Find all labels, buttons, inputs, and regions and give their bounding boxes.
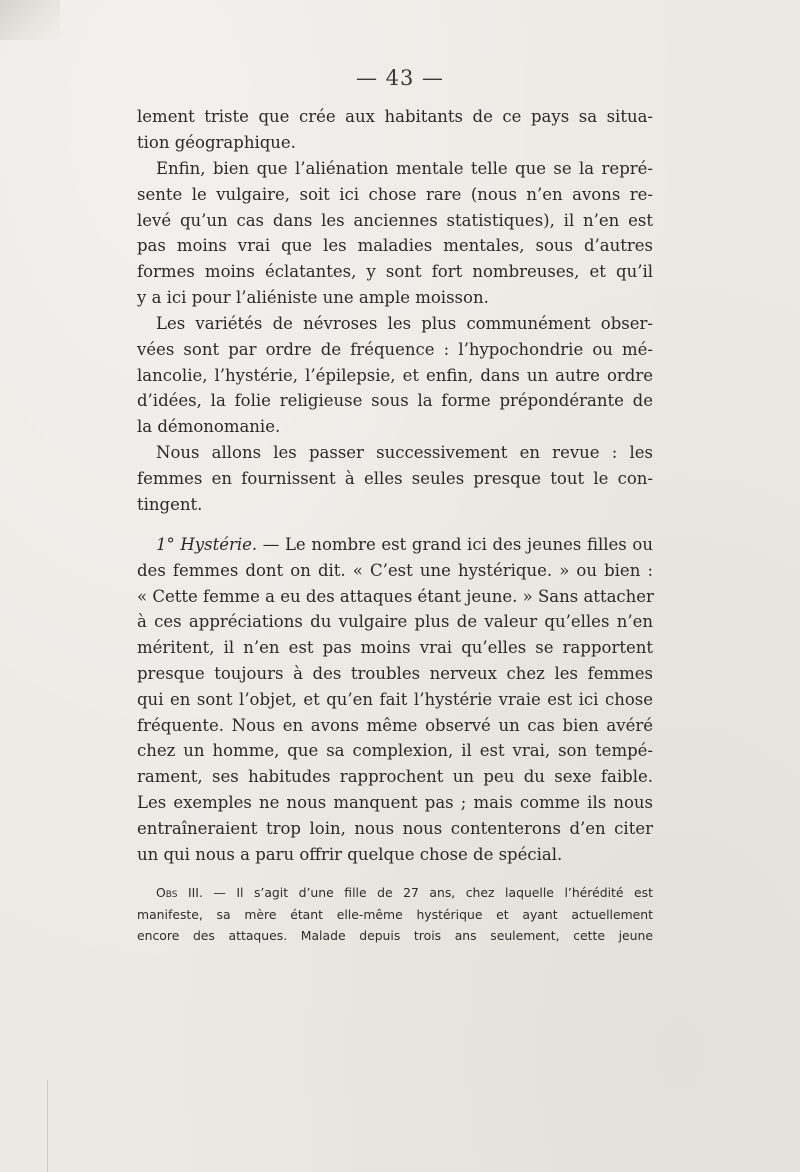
paragraph-hysteria [137,532,653,867]
text-line: manifeste, sa mère étant elle-même hystérique et ayant actuellement [137,906,653,922]
text-line: à ces appréciations du vulgaire plus de valeur qu’elles n’en [137,612,653,632]
text-line: presque toujours à des troubles nerveux chez les femmes [137,663,653,683]
text-line: lement triste que crée aux habitants de ce pays sa situa- [137,107,653,126]
text-line: fréquente. Nous en avons même observé un cas bien avéré [137,715,653,735]
paragraph-4 [137,440,653,517]
text-line: rament, ses habitudes rapprochent un peu du sexe faible. [137,767,653,787]
text-line: des femmes dont on dit. « C’est une hystérique. » ou bien : [137,560,653,580]
text-line: d’idées, la folie religieuse sous la forme prépondérante de [137,391,653,411]
text-line: un qui nous a paru offrir quelque chose de spécial. [137,844,563,864]
observation-label: Obs III. [156,885,203,900]
text-line: Enfin, bien que l’aliénation mentale telle que se la repré- [156,159,653,178]
text-line: qui en sont l’objet, et qu’en fait l’hystérie vraie est ici chose [137,689,653,709]
text-line [137,532,653,558]
page-corner-fold [0,0,60,40]
paragraph-1 [137,104,653,156]
text-line: femmes en fournissent à elles seules presque tout le con- [137,468,653,488]
text-line: entraîneraient trop loin, nous nous contenterons d’en citer [137,818,653,838]
text-line: Les exemples ne nous manquent pas ; mais comme ils nous [137,792,653,812]
observation-block [137,882,653,947]
text-line: y a ici pour l’aliéniste une ample moisson. [137,287,489,307]
text-line: « Cette femme a eu des attaques étant jeune. » Sans attacher [137,586,654,606]
page-edge-mark [47,1080,48,1172]
text-line: levé qu’un cas dans les anciennes statistiques), il n’en est [137,210,653,230]
text-line: chez un homme, que sa complexion, il est vrai, son tempé- [137,741,653,761]
text-fragment: — Le nombre est grand ici des jeunes filles ou [257,535,653,554]
text-line: vées sont par ordre de fréquence : l’hypochondrie ou mé- [137,339,653,359]
text-line [137,882,653,904]
text-line: la démonomanie. [137,417,281,437]
paragraph-2 [137,156,653,311]
text-line: formes moins éclatantes, y sont fort nombreuses, et qu’il [137,262,653,282]
text-line: Nous allons les passer successivement en revue : les [156,443,653,462]
text-line: encore des attaques. Malade depuis trois ans seulement, cette jeune [137,928,653,943]
paragraph-3 [137,311,653,440]
text-line: lancolie, l’hystérie, l’épilepsie, et enfin, dans un autre ordre [137,365,653,385]
text-line: tingent. [137,494,203,514]
text-line: Les variétés de névroses les plus communément obser- [156,314,653,333]
text-line: sente le vulgaire, soit ici chose rare (nous n’en avons re- [137,184,653,204]
text-line: méritent, il n’en est pas moins vrai qu’elles se rapportent [137,638,653,658]
page-number: — 43 — [355,66,445,90]
text-fragment: — Il s’agit d’une fille de 27 ans, chez laquelle l’hérédité est [202,885,653,900]
section-heading: 1° Hystérie. [156,535,258,554]
text-line: tion géographique. [137,132,296,152]
text-line: pas moins vrai que les maladies mentales, sous d’autres [137,236,653,256]
